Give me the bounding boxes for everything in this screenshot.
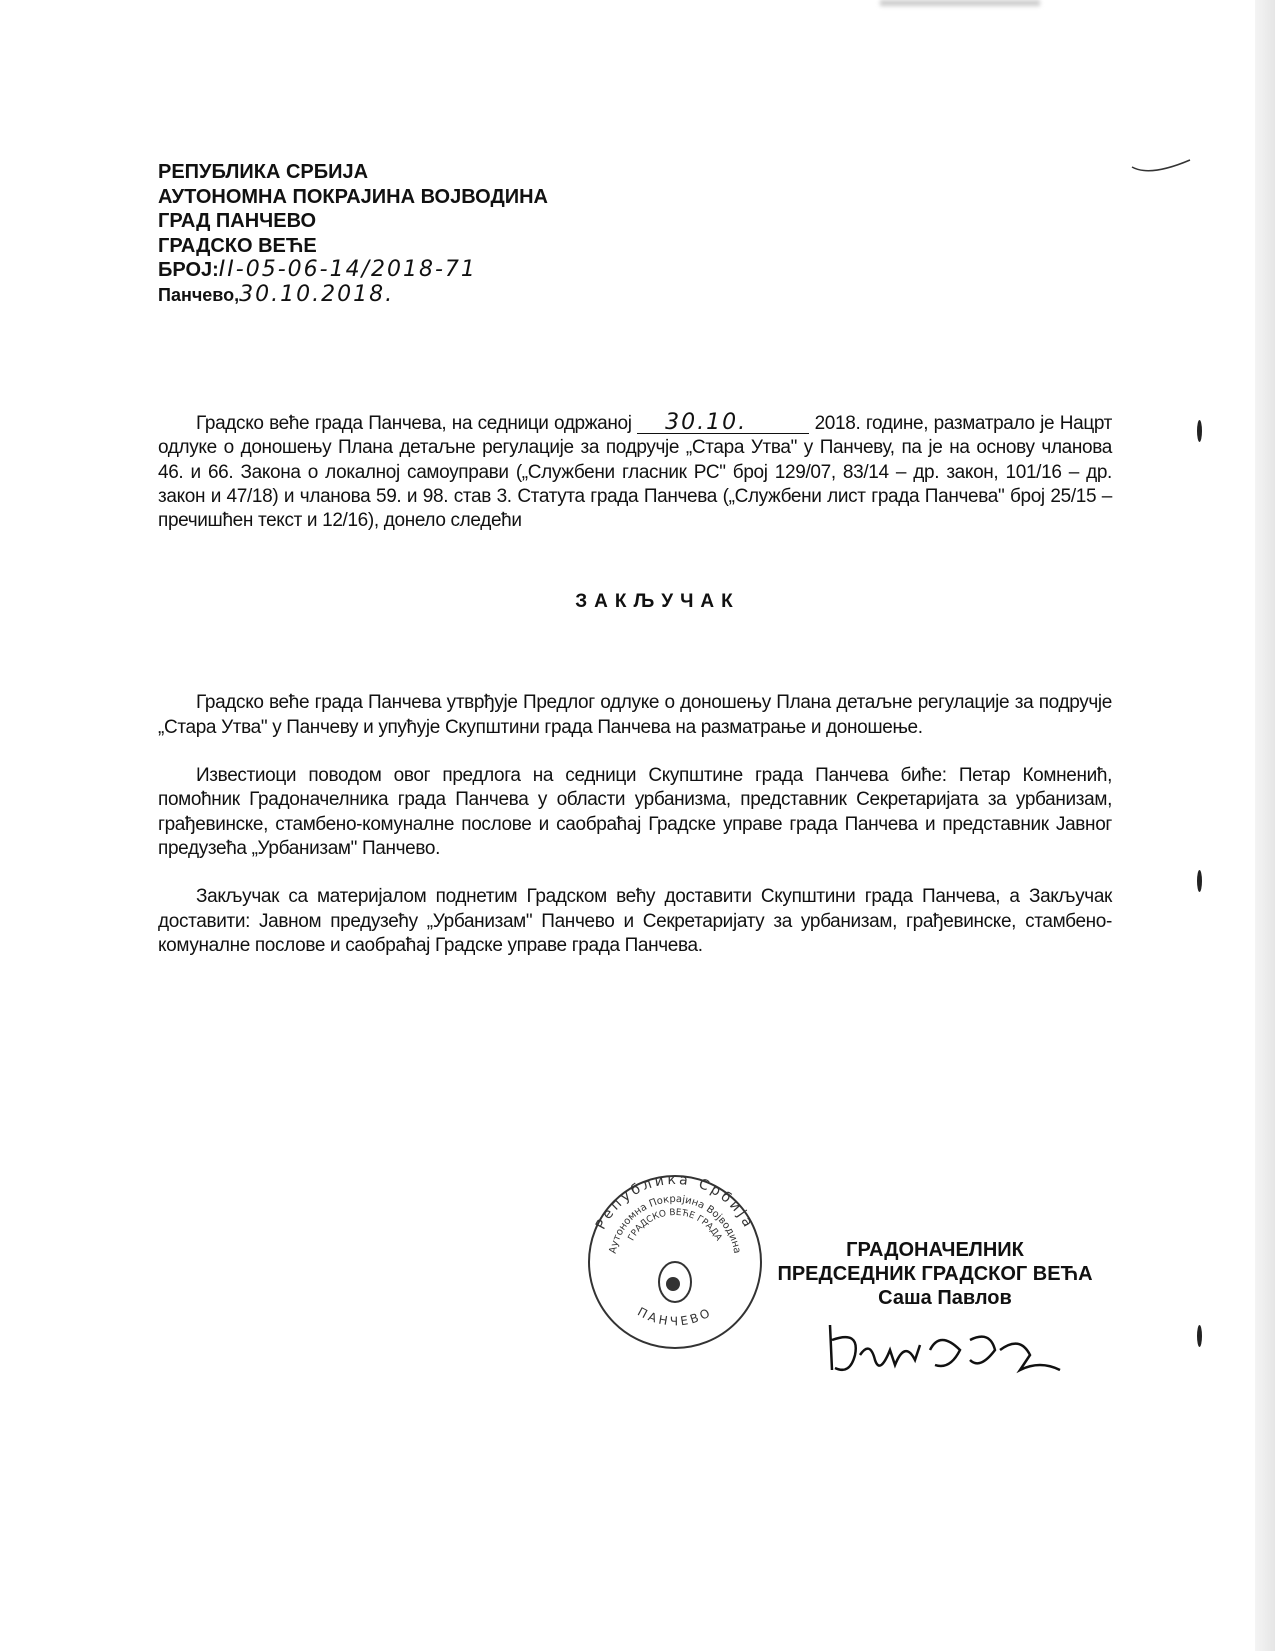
handwritten-signature <box>820 1320 1120 1390</box>
punch-mark <box>1197 1325 1202 1347</box>
document-number <box>158 258 548 283</box>
header-line: ГРАДСКО ВЕЋЕ <box>158 234 317 257</box>
number-label: БРОЈ: <box>158 259 219 281</box>
text: Градско веће града Панчева, на седници одржаној <box>196 413 632 434</box>
handwritten-number: II-05-06-14/2018-71 <box>218 257 477 282</box>
header-line: ГРАД ПАНЧЕВО <box>158 210 317 232</box>
svg-text:ПАНЧЕВО: ПАНЧЕВО <box>635 1304 715 1329</box>
punch-mark <box>1197 420 1202 442</box>
svg-text:Република Србија: Република Србија <box>592 1172 758 1233</box>
document-header <box>158 160 548 307</box>
signature-block <box>760 1238 1110 1310</box>
punch-mark <box>1197 870 1202 892</box>
paragraph-delivery: Закључак са материјалом поднетим Градском већу доставити Скупштини града Панчева, а Закључак доставити: Јавном предузећу „Урбанизам" Панчево и Секретаријату за урбанизам, грађевинске, стамбено-комуналне послове и саобраћај Градске управе града Панчева. <box>158 886 1112 956</box>
paragraph-rapporteurs: Известиоци поводом овог предлога на седници Скупштине града Панчева биће: Петар Комненић, помоћник Градоначелника града Панчева у области урбанизма, представник Секретаријата за урбанизам, грађевинске, стамбено-комуналне послове и саобраћај Градске управе града Панчева и представник Јавног предузећа „Урбанизам" Панчево. <box>158 765 1112 859</box>
signatory-name: Саша Павлов <box>878 1287 1012 1309</box>
document-title: ЗАКЉУЧАК <box>575 591 740 613</box>
svg-text:Аутономна Покрајина Војводина: Аутономна Покрајина Војводина <box>607 1193 743 1255</box>
signatory-title: ГРАДОНАЧЕЛНИК <box>846 1239 1024 1261</box>
svg-text:ГРАДСКО ВЕЋЕ ГРАДА: ГРАДСКО ВЕЋЕ ГРАДА <box>626 1207 724 1243</box>
handwritten-session-date: 30.10. <box>637 413 809 434</box>
official-stamp <box>585 1172 765 1352</box>
pen-mark <box>1130 155 1200 185</box>
document-body <box>158 412 1112 958</box>
header-line: РЕПУБЛИКА СРБИЈА <box>158 161 369 183</box>
paragraph-preamble <box>158 412 1112 533</box>
handwritten-date: 30.10.2018. <box>239 281 395 307</box>
signatory-role: ПРЕДСЕДНИК ГРАДСКОГ ВЕЋА <box>777 1263 1093 1285</box>
scan-smudge <box>880 0 1040 6</box>
text: 2018. године, разматрало је Нацрт одлуке о доношењу Плана детаљне регулације за подручје „Стара Утва" у Панчеву, па је на основу чланова 46. и 66. Закона о локалној самоуправи („Службени гласник РС" број 129/07, 83/14 – др. закон, 101/16 – др. закон и 47/18) и чланова 59. и 98. став 3. Статута града Панчева („Службени лист града Панчева" број 25/15 – пречишћен текст и 12/16), донело следећи <box>158 413 1113 532</box>
place-label: Панчево, <box>158 284 240 305</box>
scan-edge <box>1255 0 1275 1651</box>
document-date <box>158 283 548 308</box>
header-line: АУТОНОМНА ПОКРАЈИНА ВОЈВОДИНА <box>158 185 548 208</box>
paragraph-conclusion: Градско веће града Панчева утврђује Предлог одлуке о доношењу Плана детаљне регулације за подручје „Стара Утва" у Панчеву и упућује Скупштини града Панчева на разматрање и доношење. <box>158 692 1112 738</box>
